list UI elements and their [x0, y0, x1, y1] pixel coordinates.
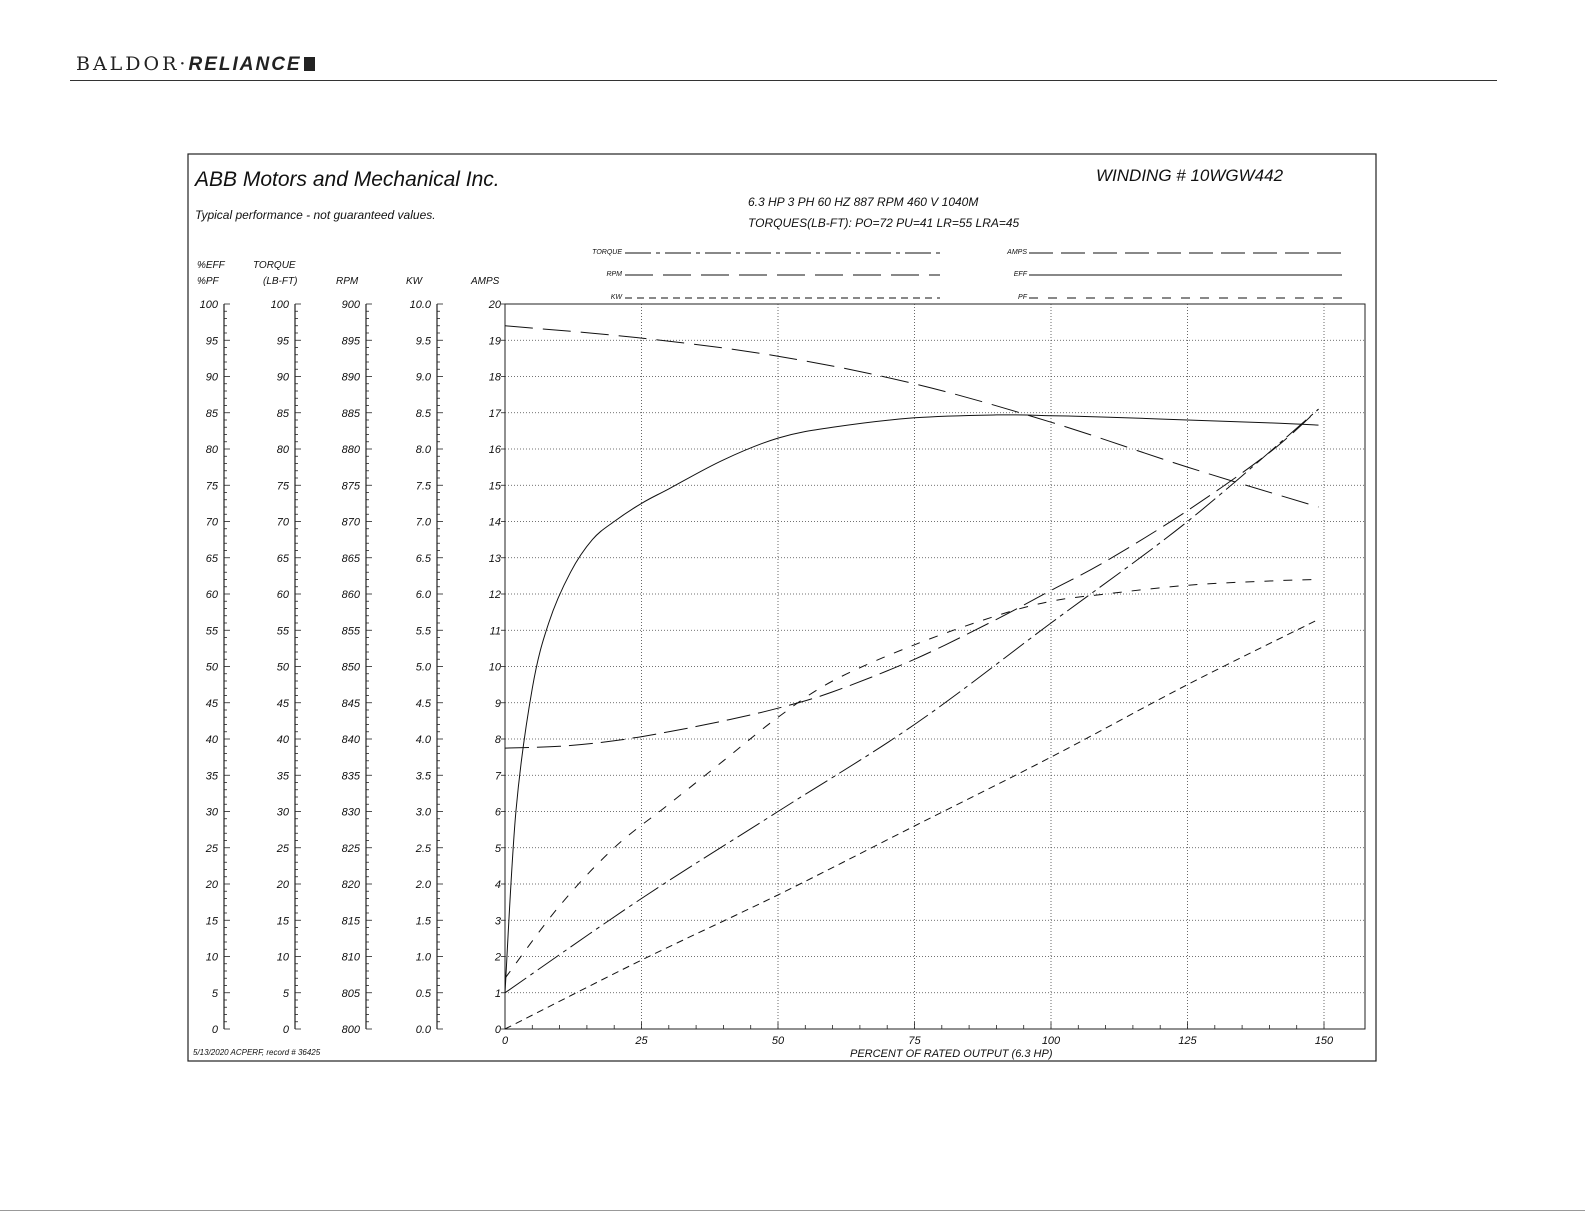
x-tick-label: 100 — [1041, 1035, 1061, 1047]
brand-baldor: BALDOR — [76, 53, 180, 75]
y-tick-label: 65 — [205, 552, 218, 565]
series-line-torque — [505, 409, 1319, 993]
y-tick-label: 830 — [341, 806, 360, 819]
kw-header: KW — [406, 276, 423, 287]
x-tick-label: 50 — [771, 1035, 785, 1047]
y-tick-label: 875 — [341, 480, 360, 493]
y-tick-label: 75 — [205, 480, 218, 493]
y-tick-label: 17 — [488, 407, 501, 420]
winding-label: WINDING # 10WGW442 — [1096, 166, 1284, 185]
y-tick-label: 70 — [276, 516, 289, 529]
y-tick-label: 95 — [276, 335, 289, 348]
y-tick-label: 10 — [488, 661, 501, 674]
y-tick-label: 10.0 — [409, 299, 431, 311]
y-tick-label: 5 — [211, 987, 218, 1000]
y-tick-label: 3 — [494, 915, 501, 928]
y-tick-label: 6 — [494, 806, 501, 819]
y-tick-label: 35 — [205, 770, 218, 783]
series-line-kw — [505, 619, 1319, 1029]
record-footer: 5/13/2020 ACPERF, record # 36425 — [193, 1048, 321, 1057]
y-tick-label: 7.5 — [415, 480, 431, 493]
y-tick-label: 70 — [205, 516, 218, 529]
y-tick-label: 0 — [494, 1024, 501, 1036]
specs-line: 6.3 HP 3 PH 60 HZ 887 RPM 460 V 1040M — [748, 195, 979, 209]
legend-label: RPM — [606, 271, 622, 278]
y-tick-label: 5 — [494, 842, 501, 855]
company-title: ABB Motors and Mechanical Inc. — [195, 168, 500, 191]
y-tick-label: 0 — [282, 1024, 289, 1036]
x-axis — [502, 1022, 1334, 1047]
y-tick-label: 55 — [276, 625, 289, 638]
series-line-amps — [505, 409, 1319, 748]
y-tick-label: 5.5 — [415, 625, 431, 638]
y-tick-label: 1.5 — [415, 915, 431, 928]
y-tick-label: 55 — [205, 625, 218, 638]
y-tick-label: 90 — [205, 371, 218, 384]
y-tick-label: 4.0 — [415, 734, 431, 746]
series-line-pf — [505, 580, 1319, 979]
x-tick-label: 125 — [1178, 1035, 1197, 1047]
plot-area — [505, 304, 1365, 1029]
axis-headers — [197, 260, 500, 287]
y-tick-label: 60 — [205, 589, 218, 601]
footer-rule — [0, 1210, 1585, 1211]
y-tick-label: 50 — [276, 661, 289, 674]
y-tick-label: 6.0 — [415, 589, 431, 601]
y-tick-label: 860 — [341, 589, 360, 601]
torque-unit-header: (LB-FT) — [263, 276, 298, 287]
y-tick-label: 12 — [488, 589, 501, 601]
y-tick-label: 40 — [205, 734, 218, 746]
y-tick-label: 80 — [276, 444, 289, 456]
x-tick-label: 150 — [1314, 1035, 1334, 1047]
x-axis-label: PERCENT OF RATED OUTPUT (6.3 HP) — [850, 1048, 1053, 1060]
y-tick-label: 4 — [494, 879, 501, 891]
legend-label: EFF — [1013, 271, 1027, 278]
y-tick-label: 845 — [341, 697, 360, 710]
y-tick-label: 75 — [276, 480, 289, 493]
y-tick-label: 840 — [341, 734, 360, 746]
y-tick-label: 865 — [341, 552, 360, 565]
y-tick-label: 0.0 — [415, 1024, 431, 1036]
y-tick-label: 815 — [341, 915, 360, 928]
y-tick-label: 60 — [276, 589, 289, 601]
brand-dot: · — [179, 53, 189, 75]
y-tick-label: 18 — [488, 371, 501, 384]
y-tick-label: 65 — [276, 552, 289, 565]
y-tick-label: 850 — [341, 661, 360, 674]
y-tick-label: 870 — [341, 516, 360, 529]
y-tick-label: 19 — [488, 335, 501, 348]
y-tick-label: 85 — [276, 407, 289, 420]
y-tick-label: 8.5 — [415, 407, 431, 420]
y-tick-label: 15 — [276, 915, 289, 928]
y-tick-label: 45 — [276, 697, 289, 710]
series-line-eff — [505, 415, 1319, 993]
y-tick-label: 3.5 — [415, 770, 431, 783]
y-tick-label: 7 — [494, 770, 501, 783]
x-tick-label: 0 — [501, 1035, 509, 1047]
y-tick-label: 880 — [341, 444, 360, 456]
y-tick-label: 810 — [341, 951, 360, 964]
y-tick-label: 4.5 — [415, 697, 431, 710]
y-tick-label: 100 — [270, 299, 289, 311]
y-tick-label: 6.5 — [415, 552, 431, 565]
y-tick-label: 10 — [205, 951, 218, 964]
y-tick-label: 10 — [276, 951, 289, 964]
torque-header: TORQUE — [253, 260, 296, 271]
x-tick-label: 25 — [635, 1035, 648, 1047]
y-tick-label: 13 — [488, 552, 501, 565]
legend-label: PF — [1018, 294, 1027, 301]
y-tick-label: 5 — [282, 987, 289, 1000]
amps-header: AMPS — [471, 276, 500, 287]
y-tick-label: 50 — [205, 661, 218, 674]
y-tick-label: 820 — [341, 879, 360, 891]
y-tick-label: 80 — [205, 444, 218, 456]
y-tick-label: 14 — [488, 516, 501, 529]
y-tick-label: 30 — [276, 806, 289, 819]
y-tick-label: 45 — [205, 697, 218, 710]
rpm-header: RPM — [336, 276, 359, 287]
y-scales — [200, 299, 505, 1036]
y-tick-label: 825 — [341, 842, 360, 855]
y-tick-label: 7.0 — [415, 516, 431, 529]
legend-label: AMPS — [1007, 249, 1027, 256]
y-tick-label: 0.5 — [415, 987, 431, 1000]
legend-label: KW — [610, 294, 622, 301]
y-tick-label: 11 — [489, 625, 501, 638]
disclaimer-text: Typical performance - not guaranteed values. — [195, 208, 436, 222]
y-tick-label: 835 — [341, 770, 360, 783]
y-tick-label: 95 — [205, 335, 218, 348]
y-tick-label: 9.0 — [415, 371, 431, 384]
y-tick-label: 0 — [211, 1024, 218, 1036]
y-tick-label: 805 — [341, 987, 360, 1000]
y-tick-label: 5.0 — [415, 661, 431, 674]
y-tick-label: 900 — [341, 299, 360, 311]
y-tick-label: 3.0 — [415, 806, 431, 819]
torques-line: TORQUES(LB-FT): PO=72 PU=41 LR=55 LRA=45 — [748, 216, 1020, 230]
y-tick-label: 8.0 — [415, 444, 431, 456]
y-tick-label: 885 — [341, 407, 360, 420]
y-tick-label: 100 — [199, 299, 218, 311]
y-tick-label: 30 — [205, 806, 218, 819]
series-lines — [505, 326, 1319, 1029]
y-tick-label: 20 — [488, 299, 501, 311]
y-tick-label: 1.0 — [415, 951, 431, 964]
x-tick-label: 75 — [908, 1035, 921, 1047]
y-tick-label: 25 — [276, 842, 289, 855]
y-tick-label: 9.5 — [415, 335, 431, 348]
y-tick-label: 2.0 — [415, 879, 431, 891]
y-tick-label: 2.5 — [415, 842, 431, 855]
y-tick-label: 85 — [205, 407, 218, 420]
y-tick-label: 2 — [494, 951, 501, 964]
y-tick-label: 15 — [488, 480, 501, 493]
y-tick-label: 1 — [494, 987, 501, 1000]
legend-label: TORQUE — [592, 249, 622, 256]
y-tick-label: 9 — [494, 697, 501, 710]
y-tick-label: 90 — [276, 371, 289, 384]
brand-reliance: RELIANCE — [188, 54, 302, 75]
y-tick-label: 8 — [494, 734, 501, 746]
legend — [592, 249, 1342, 301]
y-tick-label: 15 — [205, 915, 218, 928]
y-tick-label: 35 — [276, 770, 289, 783]
eff-header: %EFF — [197, 260, 225, 271]
y-tick-label: 20 — [276, 879, 289, 891]
y-tick-label: 25 — [205, 842, 218, 855]
y-tick-label: 16 — [488, 444, 501, 456]
y-tick-label: 800 — [341, 1024, 360, 1036]
series-line-rpm — [505, 326, 1319, 507]
y-tick-label: 40 — [276, 734, 289, 746]
pf-header: %PF — [197, 276, 219, 287]
y-tick-label: 895 — [341, 335, 360, 348]
y-tick-label: 20 — [205, 879, 218, 891]
y-tick-label: 890 — [341, 371, 360, 384]
y-tick-label: 855 — [341, 625, 360, 638]
